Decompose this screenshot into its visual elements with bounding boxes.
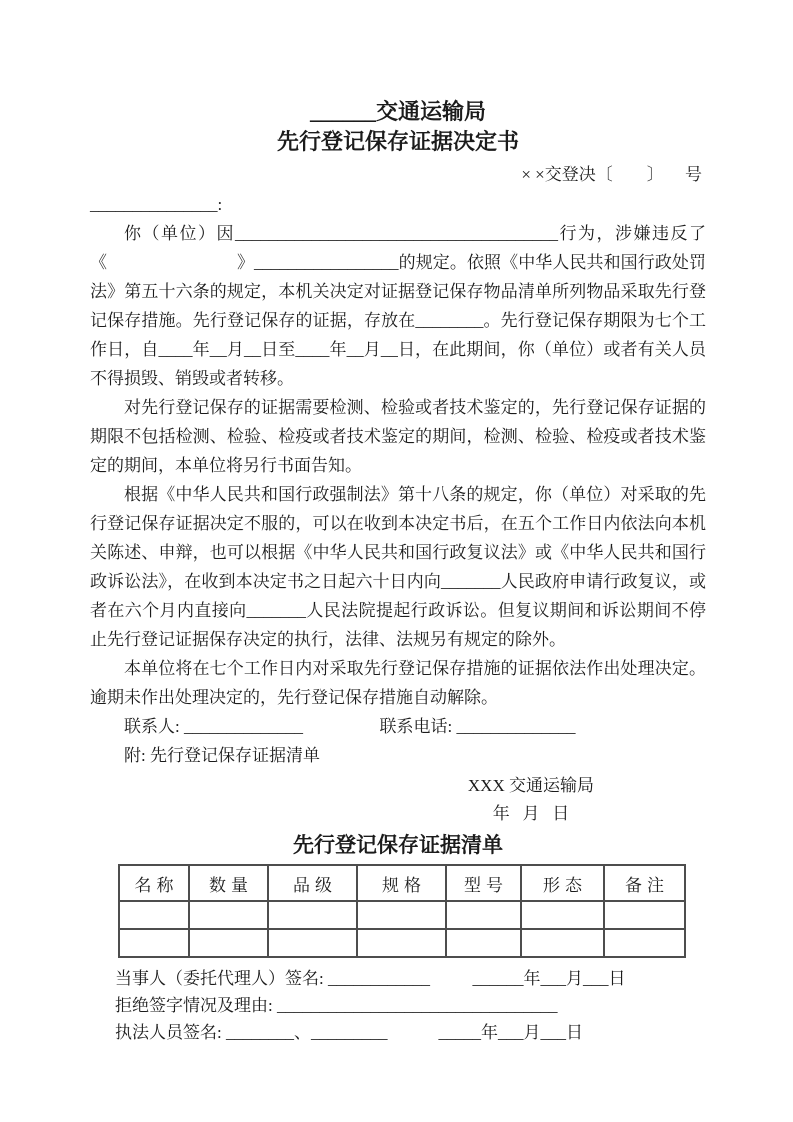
refusal-reason-line: 拒绝签字情况及理由: _________________________________: [115, 996, 558, 1015]
body-paragraph-4: 本单位将在七个工作日内对采取先行登记保存措施的证据依法作出处理决定。逾期未作出处理决定的，先行登记保存措施自动解除。: [90, 659, 706, 707]
addressee-line: _______________:: [90, 195, 223, 214]
evidence-cell: [119, 901, 189, 929]
body-paragraph-3: 根据《中华人民共和国行政强制法》第十八条的规定，你（单位）对采取的先行登记保存证据决定不服的，可以在收到本决定书后，在五个工作日内依法向本机关陈述、申辩，也可以根据《中华人民共和国行政复议法》或《中华人民共和国行政诉讼法》，在收到本决定书之日起六十日内向_______人民政府申请行政复议，或者在六个月内直接向_______人民法院提起行政诉讼。但复议期间和诉讼期间不停止先行登记证据保存决定的执行，法律、法规另有规定的除外。: [90, 485, 706, 649]
evidence-cell: [446, 929, 521, 957]
evidence-row-2: [119, 929, 685, 957]
evidence-cell: [604, 929, 685, 957]
evidence-cell: [119, 929, 189, 957]
evidence-cell: [521, 929, 604, 957]
column-header-remarks: 备注: [604, 865, 685, 901]
signature-footer: [90, 965, 706, 1046]
evidence-cell: [521, 901, 604, 929]
body-paragraph-1: 你（单位）因______________________________________行为，涉嫌违反了《 》_________________的规定。依照《中华人民共和国行政处罚法》第五十六条的规定，本机关决定对证据登记保存物品清单所列物品采取先行登记保存措施。先行登记保存的证据，存放在________。先行登记保存期限为七个工作日，自____年__月__日至____年__月__日，在此期间，你（单位）或者有关人员不得损毁、销毁或者转移。: [90, 224, 706, 388]
issue-date-line: 年 月 日: [492, 804, 570, 823]
table-header-row: [119, 865, 685, 901]
officer-signature-line: 执法人员签名: ________、_________ _____年___月___日: [115, 1023, 583, 1042]
body-paragraph-2: 对先行登记保存的证据需要检测、检验或者技术鉴定的，先行登记保存证据的期限不包括检测、检验、检疫或者技术鉴定的期间，检测、检验、检疫或者技术鉴定的期间，本单位将另行书面告知。: [90, 398, 706, 475]
evidence-cell: [268, 901, 357, 929]
evidence-cell: [604, 901, 685, 929]
evidence-cell: [446, 901, 521, 929]
attachment-note: 附: 先行登记保存证据清单: [124, 746, 320, 765]
evidence-list-title: 先行登记保存证据清单: [293, 833, 503, 857]
column-header-name: 名称: [119, 865, 189, 901]
column-header-form: 形态: [521, 865, 604, 901]
evidence-cell: [189, 901, 268, 929]
column-header-quantity: 数量: [189, 865, 268, 901]
org-title-line: ______交通运输局: [309, 99, 486, 124]
evidence-table: [118, 864, 686, 958]
doc-title: 先行登记保存证据决定书: [276, 129, 519, 154]
contact-line: 联系人: ______________ 联系电话: ______________: [124, 717, 576, 736]
issuer-org: XXX 交通运输局: [467, 776, 594, 795]
evidence-cell: [357, 901, 446, 929]
column-header-grade: 品级: [268, 865, 357, 901]
column-header-model: 型号: [446, 865, 521, 901]
signature-block: [468, 772, 594, 828]
doc-number: × ×交登决〔 〕 号: [521, 165, 702, 184]
evidence-cell: [357, 929, 446, 957]
evidence-cell: [268, 929, 357, 957]
column-header-spec: 规格: [357, 865, 446, 901]
evidence-cell: [189, 929, 268, 957]
evidence-row-1: [119, 901, 685, 929]
party-signature-line: 当事人（委托代理人）签名: ____________ ______年___月___日: [115, 969, 626, 988]
